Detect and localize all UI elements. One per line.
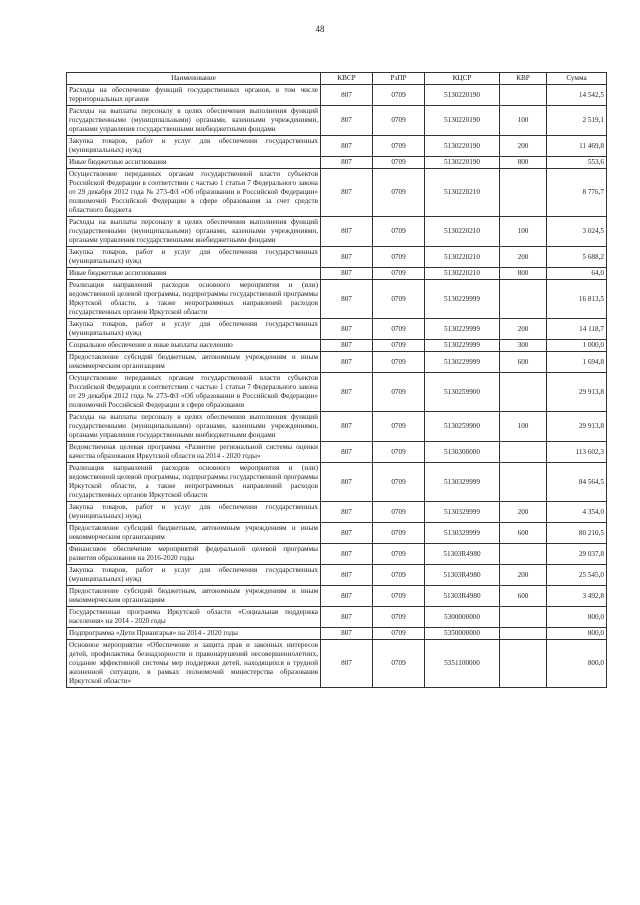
- cell-name: Ведомственная целевая программа «Развитие региональной системы оценки качества образования Иркутской области на 2014 - 2020 годы»: [67, 442, 321, 463]
- cell-name: Расходы на выплаты персоналу в целях обеспечения выполнения функций государственными (муниципальными) органами, казенными учреждениями, органами управления государственными внебюджетными фондами: [67, 412, 321, 442]
- cell-kcsr: 5130220210: [425, 217, 500, 247]
- cell-kcsr: 5130329999: [425, 463, 500, 502]
- cell-kvr: [500, 373, 547, 412]
- cell-kvsr: 807: [321, 217, 373, 247]
- cell-rzpr: 0709: [373, 157, 425, 169]
- cell-sum: 3 024,5: [547, 217, 607, 247]
- table-row: [67, 502, 607, 523]
- cell-name: Государственная программа Иркутской области «Социальная поддержка населения» на 2014 - 2020 годы: [67, 607, 321, 628]
- cell-rzpr: 0709: [373, 607, 425, 628]
- cell-name: Финансовое обеспечение мероприятий федеральной целевой программы развития образования на 2016-2020 годы: [67, 544, 321, 565]
- cell-sum: 8 776,7: [547, 169, 607, 217]
- cell-name: Подпрограмма «Дети Приангарья» на 2014 - 2020 годы: [67, 628, 321, 640]
- cell-name: Предоставление субсидий бюджетным, автономным учреждениям и иным некоммерческим организациям: [67, 523, 321, 544]
- cell-sum: 25 545,0: [547, 565, 607, 586]
- cell-kvr: 200: [500, 247, 547, 268]
- cell-sum: 113 602,3: [547, 442, 607, 463]
- cell-rzpr: 0709: [373, 640, 425, 688]
- cell-kvr: 200: [500, 136, 547, 157]
- table-row: [67, 463, 607, 502]
- cell-kcsr: 5130220210: [425, 169, 500, 217]
- cell-name: Реализация направлений расходов основного мероприятия и (или) ведомственной целевой программы, подпрограммы государственной программы Иркутской области, а также непрограммных направлений расходов государственных органов Иркутской области: [67, 463, 321, 502]
- table-row: [67, 157, 607, 169]
- cell-rzpr: 0709: [373, 586, 425, 607]
- cell-kcsr: 5351100000: [425, 640, 500, 688]
- cell-rzpr: 0709: [373, 628, 425, 640]
- cell-kcsr: 5130329999: [425, 502, 500, 523]
- cell-kvsr: 807: [321, 565, 373, 586]
- cell-sum: 80 210,5: [547, 523, 607, 544]
- cell-kcsr: 5130220190: [425, 106, 500, 136]
- cell-kcsr: 5130220210: [425, 247, 500, 268]
- table-row: [67, 268, 607, 280]
- cell-kvr: 200: [500, 319, 547, 340]
- cell-kcsr: 5130259900: [425, 412, 500, 442]
- cell-kcsr: 5130220190: [425, 136, 500, 157]
- table-row: [67, 628, 607, 640]
- cell-sum: 800,0: [547, 640, 607, 688]
- cell-rzpr: 0709: [373, 169, 425, 217]
- cell-rzpr: 0709: [373, 85, 425, 106]
- cell-name: Закупка товаров, работ и услуг для обеспечения государственных (муниципальных) нужд: [67, 136, 321, 157]
- cell-kvsr: 807: [321, 586, 373, 607]
- cell-rzpr: 0709: [373, 544, 425, 565]
- cell-kvsr: 807: [321, 502, 373, 523]
- cell-kvsr: 807: [321, 106, 373, 136]
- cell-kvsr: 807: [321, 169, 373, 217]
- cell-kcsr: 5130329999: [425, 523, 500, 544]
- cell-sum: 29 913,8: [547, 373, 607, 412]
- cell-kcsr: 51303R4980: [425, 544, 500, 565]
- cell-kcsr: 51303R4980: [425, 586, 500, 607]
- cell-kvsr: 807: [321, 268, 373, 280]
- cell-sum: 29 913,8: [547, 412, 607, 442]
- cell-kvsr: 807: [321, 319, 373, 340]
- cell-rzpr: 0709: [373, 523, 425, 544]
- table-header: [67, 73, 607, 85]
- cell-rzpr: 0709: [373, 136, 425, 157]
- table-row: [67, 607, 607, 628]
- table-row: [67, 523, 607, 544]
- cell-sum: 1 694,8: [547, 352, 607, 373]
- cell-kvr: 200: [500, 502, 547, 523]
- cell-rzpr: 0709: [373, 352, 425, 373]
- cell-kcsr: 5300000000: [425, 607, 500, 628]
- cell-kvsr: 807: [321, 373, 373, 412]
- cell-kcsr: 5130229999: [425, 340, 500, 352]
- table-row: [67, 169, 607, 217]
- cell-kcsr: 5130220210: [425, 268, 500, 280]
- cell-name: Закупка товаров, работ и услуг для обеспечения государственных (муниципальных) нужд: [67, 502, 321, 523]
- table-row: [67, 565, 607, 586]
- header-name: Наименование: [67, 73, 321, 85]
- table-row: [67, 136, 607, 157]
- cell-rzpr: 0709: [373, 319, 425, 340]
- cell-kcsr: 5130259900: [425, 373, 500, 412]
- cell-kcsr: 5130229999: [425, 280, 500, 319]
- cell-kvsr: 807: [321, 607, 373, 628]
- cell-kcsr: 5130220190: [425, 85, 500, 106]
- page-number: 48: [315, 24, 325, 34]
- cell-kvsr: 807: [321, 352, 373, 373]
- cell-kcsr: 5130300000: [425, 442, 500, 463]
- cell-rzpr: 0709: [373, 373, 425, 412]
- cell-name: Реализация направлений расходов основного мероприятия и (или) ведомственной целевой программы, подпрограммы государственной программы Иркутской области, а также непрограммных направлений расходов государственных органов Иркутской области: [67, 280, 321, 319]
- cell-sum: 2 519,1: [547, 106, 607, 136]
- cell-kvr: 200: [500, 565, 547, 586]
- table-row: [67, 340, 607, 352]
- cell-sum: 5 688,2: [547, 247, 607, 268]
- table-row: [67, 319, 607, 340]
- header-kvsr: КВСР: [321, 73, 373, 85]
- cell-kcsr: 5130229999: [425, 352, 500, 373]
- cell-kvr: [500, 628, 547, 640]
- cell-kcsr: 5130220190: [425, 157, 500, 169]
- cell-name: Иные бюджетные ассигнования: [67, 157, 321, 169]
- cell-sum: 14 542,5: [547, 85, 607, 106]
- cell-kvr: [500, 169, 547, 217]
- table-row: [67, 217, 607, 247]
- table-row: [67, 106, 607, 136]
- cell-rzpr: 0709: [373, 280, 425, 319]
- cell-kvr: 100: [500, 217, 547, 247]
- cell-sum: 4 354,0: [547, 502, 607, 523]
- cell-kvr: [500, 85, 547, 106]
- cell-name: Расходы на выплаты персоналу в целях обеспечения выполнения функций государственными (муниципальными) органами, казенными учреждениями, органами управления государственными внебюджетными фондами: [67, 106, 321, 136]
- cell-kvsr: 807: [321, 340, 373, 352]
- cell-kvsr: 807: [321, 85, 373, 106]
- table-row: [67, 412, 607, 442]
- cell-name: Расходы на выплаты персоналу в целях обеспечения выполнения функций государственными (муниципальными) органами, казенными учреждениями, органами управления государственными внебюджетными фондами: [67, 217, 321, 247]
- cell-rzpr: 0709: [373, 442, 425, 463]
- cell-kvr: 800: [500, 157, 547, 169]
- budget-table: [66, 72, 607, 688]
- cell-rzpr: 0709: [373, 502, 425, 523]
- table-row: [67, 442, 607, 463]
- cell-rzpr: 0709: [373, 268, 425, 280]
- cell-kvsr: 807: [321, 157, 373, 169]
- cell-kvr: 600: [500, 586, 547, 607]
- table-row: [67, 247, 607, 268]
- cell-sum: 11 469,8: [547, 136, 607, 157]
- cell-rzpr: 0709: [373, 217, 425, 247]
- cell-name: Основное мероприятие «Обеспечение и защита прав и законных интересов детей, профилактика безнадзорности и правонарушений несовершеннолетних, создание эффективной системы мер поддержки детей, находящихся в трудной жизненной ситуации, в рамках полномочий министерства образования Иркутской области»: [67, 640, 321, 688]
- cell-name: Осуществление переданных органам государственной власти субъектов Российской Федерации в соответствии с частью 1 статьи 7 Федерального закона от 29 декабря 2012 года № 273-ФЗ «Об образовании в Российской Федерации» полномочий Российской Федерации в сфере образования за счет средств областного бюджета: [67, 169, 321, 217]
- cell-name: Закупка товаров, работ и услуг для обеспечения государственных (муниципальных) нужд: [67, 247, 321, 268]
- table-row: [67, 352, 607, 373]
- table-row: [67, 373, 607, 412]
- cell-name: Предоставление субсидий бюджетным, автономным учреждениям и иным некоммерческим организациям: [67, 586, 321, 607]
- cell-sum: 84 564,5: [547, 463, 607, 502]
- cell-sum: 29 037,8: [547, 544, 607, 565]
- cell-kvsr: 807: [321, 247, 373, 268]
- cell-name: Расходы на обеспечение функций государственных органов, в том числе территориальных органов: [67, 85, 321, 106]
- cell-sum: 14 118,7: [547, 319, 607, 340]
- cell-kvsr: 807: [321, 544, 373, 565]
- cell-rzpr: 0709: [373, 565, 425, 586]
- cell-kvr: [500, 640, 547, 688]
- table-body: [67, 85, 607, 688]
- cell-kvsr: 807: [321, 412, 373, 442]
- cell-name: Закупка товаров, работ и услуг для обеспечения государственных (муниципальных) нужд: [67, 565, 321, 586]
- cell-sum: 16 813,5: [547, 280, 607, 319]
- header-sum: Сумма: [547, 73, 607, 85]
- table-row: [67, 280, 607, 319]
- cell-kvsr: 807: [321, 463, 373, 502]
- cell-kcsr: 5130229999: [425, 319, 500, 340]
- cell-kvsr: 807: [321, 280, 373, 319]
- cell-kvr: 600: [500, 523, 547, 544]
- cell-sum: 64,0: [547, 268, 607, 280]
- cell-kvsr: 807: [321, 628, 373, 640]
- cell-name: Осуществление переданных органам государственной власти субъектов Российской Федерации в соответствии с частью 1 статьи 7 Федерального закона от 29 декабря 2012 года № 273-ФЗ «Об образовании в Российской Федерации» полномочий Российской Федерации в сфере образования: [67, 373, 321, 412]
- cell-rzpr: 0709: [373, 106, 425, 136]
- cell-kvr: 100: [500, 106, 547, 136]
- cell-kvr: [500, 280, 547, 319]
- table-row: [67, 85, 607, 106]
- cell-rzpr: 0709: [373, 463, 425, 502]
- cell-kvr: 100: [500, 412, 547, 442]
- cell-kvsr: 807: [321, 442, 373, 463]
- cell-rzpr: 0709: [373, 247, 425, 268]
- cell-kvsr: 807: [321, 640, 373, 688]
- table-row: [67, 640, 607, 688]
- cell-kvr: [500, 607, 547, 628]
- cell-kcsr: 5350000000: [425, 628, 500, 640]
- cell-rzpr: 0709: [373, 340, 425, 352]
- header-kcsr: КЦСР: [425, 73, 500, 85]
- header-rzpr: РзПР: [373, 73, 425, 85]
- cell-kvr: [500, 463, 547, 502]
- cell-kvr: 800: [500, 268, 547, 280]
- cell-rzpr: 0709: [373, 412, 425, 442]
- cell-sum: 800,0: [547, 607, 607, 628]
- header-kvr: КВР: [500, 73, 547, 85]
- cell-kcsr: 51303R4980: [425, 565, 500, 586]
- cell-sum: 800,0: [547, 628, 607, 640]
- cell-name: Закупка товаров, работ и услуг для обеспечения государственных (муниципальных) нужд: [67, 319, 321, 340]
- cell-sum: 3 492,8: [547, 586, 607, 607]
- cell-kvr: 300: [500, 340, 547, 352]
- cell-kvsr: 807: [321, 523, 373, 544]
- cell-name: Иные бюджетные ассигнования: [67, 268, 321, 280]
- table-row: [67, 544, 607, 565]
- cell-kvr: [500, 442, 547, 463]
- cell-kvsr: 807: [321, 136, 373, 157]
- cell-kvr: 600: [500, 352, 547, 373]
- cell-sum: 553,6: [547, 157, 607, 169]
- table-row: [67, 586, 607, 607]
- cell-kvr: [500, 544, 547, 565]
- cell-name: Социальное обеспечение и иные выплаты населению: [67, 340, 321, 352]
- cell-sum: 1 000,0: [547, 340, 607, 352]
- cell-name: Предоставление субсидий бюджетным, автономным учреждениям и иным некоммерческим организациям: [67, 352, 321, 373]
